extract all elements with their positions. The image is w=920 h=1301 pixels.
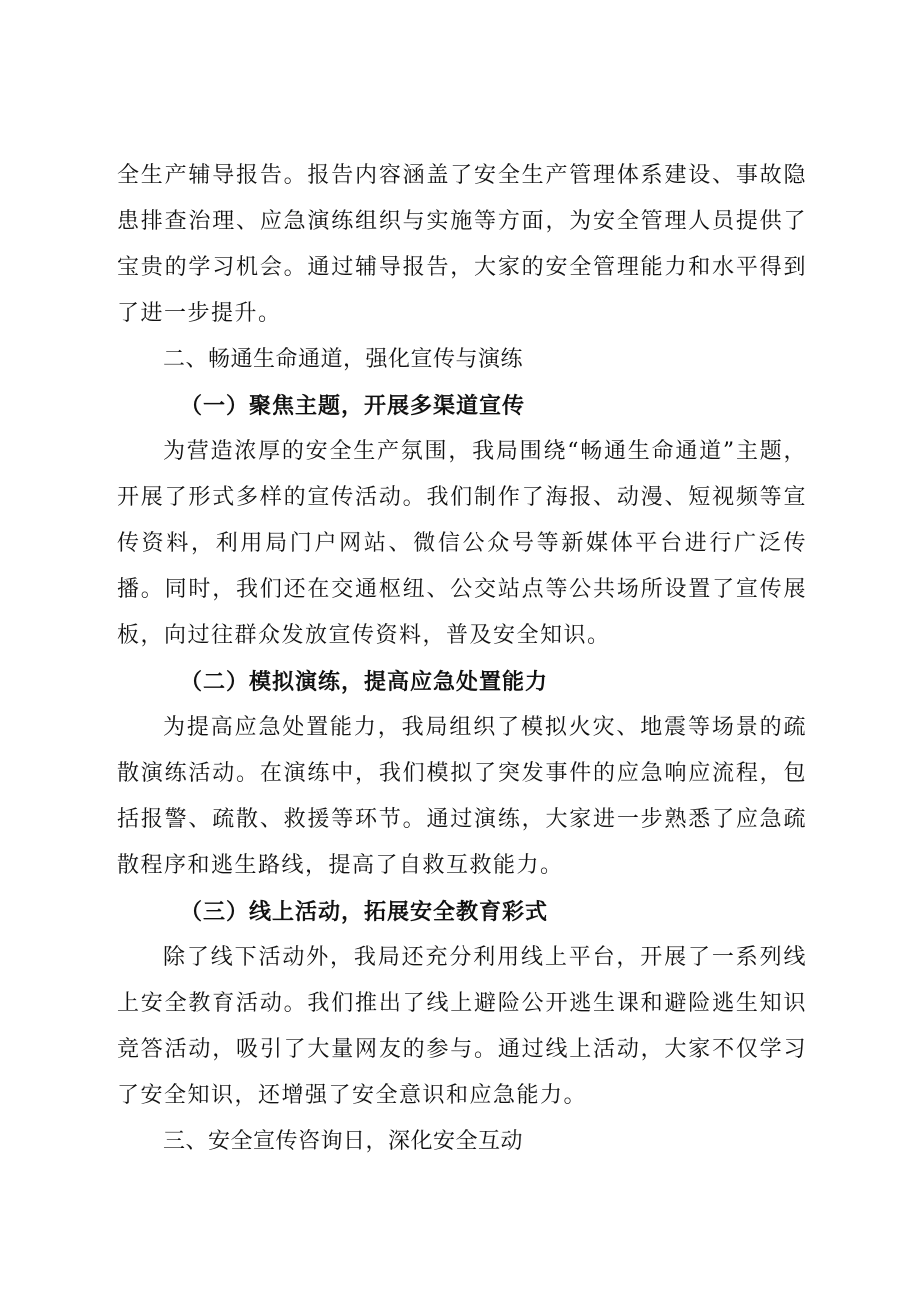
subsection-2-1-heading: （一）聚焦主题，开展多渠道宣传: [180, 393, 526, 419]
paragraph-intro-tail: 全生产辅导报告。报告内容涵盖了安全生产管理体系建设、事故隐患排查治理、应急演练组织与实施等方面，为安全管理人员提供了宝贵的学习机会。通过辅导报告，大家的安全管理能力和水平得到了进一步提升。: [117, 163, 807, 326]
subsection-2-3-heading: （三）线上活动，拓展安全教育彩式: [180, 899, 549, 925]
section-3-heading: 三、安全宣传咨询日，深化安全互动: [163, 1129, 524, 1154]
subsection-2-1-body: 为营造浓厚的安全生产氛围，我局围绕“畅通生命通道”主题，开展了形式多样的宣传活动。我们制作了海报、动漫、短视频等宣传资料，利用局门户网站、微信公众号等新媒体平台进行广泛传播。同时，我们还在交通枢纽、公交站点等公共场所设置了宣传展板，向过往群众发放宣传资料，普及安全知识。: [117, 439, 807, 648]
subsection-2-3-body: 除了线下活动外，我局还充分利用线上平台，开展了一系列线上安全教育活动。我们推出了线上避险公开逃生课和避险逃生知识竞答活动，吸引了大量网友的参与。通过线上活动，大家不仅学习了安全知识，还增强了安全意识和应急能力。: [117, 945, 807, 1108]
subsection-2-2-body: 为提高应急处置能力，我局组织了模拟火灾、地震等场景的疏散演练活动。在演练中，我们模拟了突发事件的应急响应流程，包括报警、疏散、救援等环节。通过演练，大家进一步熟悉了应急疏散程序和逃生路线，提高了自救互救能力。: [117, 715, 807, 878]
section-2-heading: 二、畅通生命通道，强化宣传与演练: [163, 347, 524, 372]
subsection-2-2-heading: （二）模拟演练，提高应急处置能力: [180, 669, 549, 695]
